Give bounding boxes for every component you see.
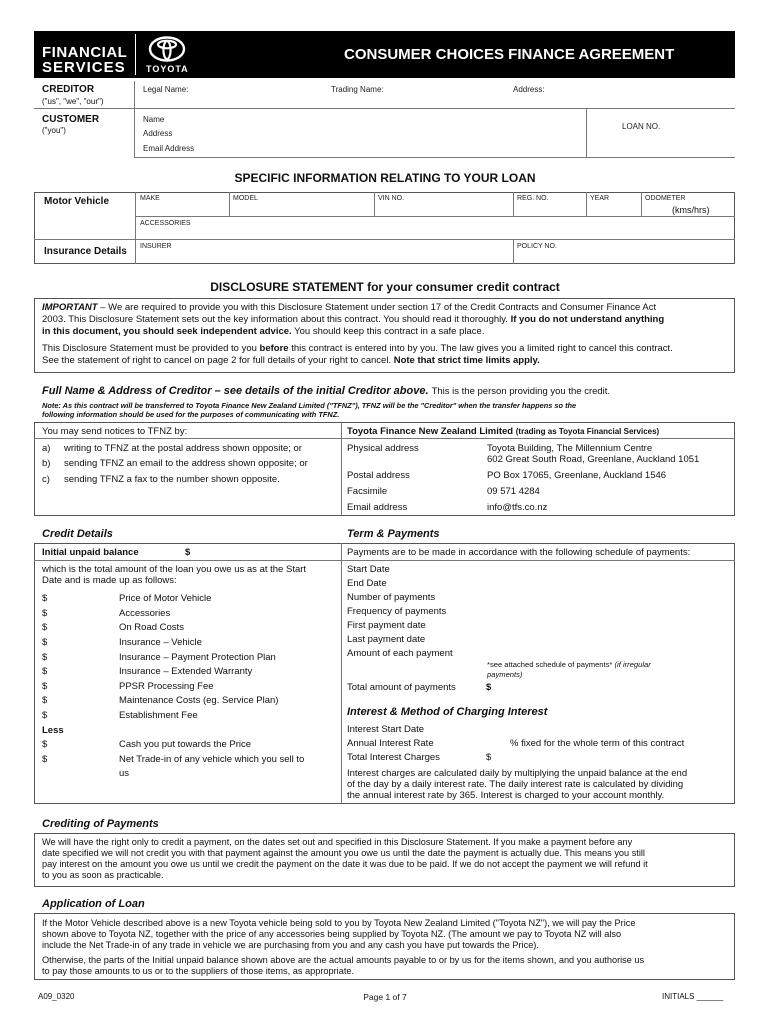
odometer-unit: (kms/hrs) xyxy=(672,205,710,215)
notice-a-key: a) xyxy=(42,443,51,454)
specific-info-title: SPECIFIC INFORMATION RELATING TO YOUR LOAN xyxy=(234,171,536,185)
credit-intro-1: which is the total amount of the loan you owe us as at the Start xyxy=(42,564,307,575)
vehicle-col-2 xyxy=(229,192,230,216)
notice-c-key: c) xyxy=(42,474,50,485)
credit-intro-2: Date and is made up as follows: xyxy=(42,575,177,586)
divider-customer xyxy=(134,157,735,158)
divider-creditor xyxy=(34,108,735,109)
application-l1: If the Motor Vehicle described above is a new Toyota vehicle being sold to you by Toyota New Zealand Limited ("Toyota NZ"), we will pay the Price xyxy=(42,918,636,928)
page-number: Page 1 of 7 xyxy=(363,992,407,1002)
disclosure-para-2-line-2 xyxy=(42,355,540,367)
schedule-note-2: payments) xyxy=(487,670,523,679)
notice-b-key: b) xyxy=(42,458,51,469)
term-item[interactable]: Start Date xyxy=(347,564,390,575)
physical-l1: Toyota Building, The Millennium Centre xyxy=(487,443,653,454)
term-item[interactable]: Last payment date xyxy=(347,634,426,645)
important-text-3a: in this document, you should seek independent advice. xyxy=(42,326,292,337)
vehicle-col-6 xyxy=(641,192,642,216)
creditor-details-heading xyxy=(42,385,610,397)
creditor-address-field[interactable]: Address: xyxy=(513,85,545,94)
interest-start-field[interactable]: Interest Start Date xyxy=(347,724,425,735)
p2-text-1c: this contract is entered into by you. The law gives you a limited right to cancel this contract. xyxy=(288,343,673,354)
interest-para-3: the annual interest rate by 365. Interest is charged to your account monthly. xyxy=(347,790,665,801)
important-text-2b: If you do not understand anything xyxy=(510,314,665,325)
less-item: Cash you put towards the Price xyxy=(119,739,252,750)
vehicle-box xyxy=(34,192,735,264)
policy-col xyxy=(513,239,514,264)
creditor-legal-name-field[interactable]: Legal Name: xyxy=(143,85,189,94)
credit-item: On Road Costs xyxy=(119,622,184,633)
credit-term-col xyxy=(341,543,342,804)
loan-box-left xyxy=(586,108,587,158)
term-item[interactable]: Amount of each payment xyxy=(347,648,453,659)
brand-services: SERVICES xyxy=(42,59,126,76)
term-item[interactable]: End Date xyxy=(347,578,387,589)
creditor-trading-name-field[interactable]: Trading Name: xyxy=(331,85,384,94)
tfnz-name-line xyxy=(347,426,659,438)
vehicle-col-1 xyxy=(135,192,136,264)
vehicle-row-2 xyxy=(34,239,735,240)
total-payments-field[interactable]: $ xyxy=(486,682,492,693)
credit-item: Insurance – Payment Protection Plan xyxy=(119,652,276,663)
important-label: IMPORTANT xyxy=(42,302,98,313)
credit-item: PPSR Processing Fee xyxy=(119,681,214,692)
toyota-wordmark: TOYOTA xyxy=(146,64,189,74)
important-line-3 xyxy=(42,326,484,338)
credit-item-sym[interactable]: $ xyxy=(42,622,48,633)
total-payments-label: Total amount of payments xyxy=(347,682,456,693)
insurance-details-label: Insurance Details xyxy=(44,246,127,257)
credit-item-sym[interactable]: $ xyxy=(42,681,48,692)
application-l3: include the Net Trade-in of any trade in vehicle we are purchasing from you and any cash you have put towards the Price). xyxy=(42,940,539,950)
initials-field[interactable]: INITIALS ______ xyxy=(662,992,724,1001)
crediting-l3: pay interest on the amount you owe us until we credit the payment on the date it was due to be paid. If we do not accept the payment we will refund it xyxy=(42,859,648,869)
physical-label: Physical address xyxy=(347,443,419,454)
interest-para-2: of the day by a daily interest rate. The daily interest rate is calculated by dividing xyxy=(347,779,684,790)
credit-item: Maintenance Costs (eg. Service Plan) xyxy=(119,695,279,706)
email-value[interactable]: info@tfs.co.nz xyxy=(487,502,548,513)
notices-intro: You may send notices to TFNZ by: xyxy=(42,426,188,437)
important-text-1: – We are required to provide you with this Disclosure Statement under section 17 of the Credit Contracts and Consumer Finance Act xyxy=(97,302,657,313)
toyota-logo-icon xyxy=(148,36,186,62)
crediting-l4: to you as soon as practicable. xyxy=(42,870,164,880)
term-item[interactable]: First payment date xyxy=(347,620,426,631)
customer-label: CUSTOMER xyxy=(42,114,100,125)
interest-rate-label: Annual Interest Rate xyxy=(347,738,434,749)
less-label: Less xyxy=(42,725,64,736)
vehicle-col-5 xyxy=(586,192,587,216)
make-field[interactable]: MAKE xyxy=(140,195,160,202)
crediting-l2: date specified we will not credit you with that payment against the amount you owe us until the date the payment is actually due. This means you still xyxy=(42,848,645,858)
postal-value: PO Box 17065, Greenlane, Auckland 1546 xyxy=(487,470,667,481)
interest-para-1: Interest charges are calculated daily by multiplying the unpaid balance at the end xyxy=(347,768,688,779)
customer-name-field[interactable]: Name xyxy=(143,115,165,124)
important-line-2 xyxy=(42,314,664,326)
interest-charges-field[interactable]: $ xyxy=(486,752,492,763)
loan-no-field[interactable]: LOAN NO. xyxy=(622,122,661,131)
customer-address-field[interactable]: Address xyxy=(143,129,173,138)
interest-charges-label: Total Interest Charges xyxy=(347,752,440,763)
credit-item-sym[interactable]: $ xyxy=(42,710,48,721)
odometer-field[interactable]: ODOMETER xyxy=(645,195,686,202)
less-item: Net Trade-in of any vehicle which you sell to xyxy=(119,754,305,765)
notice-a-text: writing to TFNZ at the postal address shown opposite; or xyxy=(64,443,302,454)
vehicle-row-1 xyxy=(135,216,735,217)
tfnz-name: Toyota Finance New Zealand Limited xyxy=(347,426,514,437)
important-line-1 xyxy=(42,302,656,314)
less-item-sym[interactable]: $ xyxy=(42,754,48,765)
credit-item: Establishment Fee xyxy=(119,710,198,721)
form-code: A09_0320 xyxy=(38,992,75,1001)
model-field[interactable]: MODEL xyxy=(233,195,258,202)
less-item-sym[interactable]: $ xyxy=(42,739,48,750)
application-l5: to pay those amounts to us or to the suppliers of those items, as appropriate. xyxy=(42,966,355,976)
fax-label: Facsimile xyxy=(347,486,388,497)
crediting-heading: Crediting of Payments xyxy=(42,818,159,830)
initial-balance-label: Initial unpaid balance xyxy=(42,547,139,558)
year-field[interactable]: YEAR xyxy=(590,195,610,202)
less-item-tail: us xyxy=(119,768,130,779)
accessories-field[interactable]: ACCESSORIES xyxy=(140,220,191,227)
header-divider xyxy=(135,34,136,75)
credit-item-sym[interactable]: $ xyxy=(42,666,48,677)
credit-item-sym[interactable]: $ xyxy=(42,695,48,706)
fax-value: 09 571 4284 xyxy=(487,486,540,497)
reg-field[interactable]: REG. NO. xyxy=(517,195,549,202)
credit-item: Insurance – Vehicle xyxy=(119,637,202,648)
important-text-3b: You should keep this contract in a safe place. xyxy=(291,326,485,337)
p2-text-2a: See the statement of right to cancel on page 2 for full details of your right to cancel. xyxy=(42,355,394,366)
email-label: Email address xyxy=(347,502,408,513)
creditor-label: CREDITOR xyxy=(42,84,95,95)
term-payments-heading: Term & Payments xyxy=(347,528,440,540)
term-item[interactable]: Number of payments xyxy=(347,592,436,603)
term-intro: Payments are to be made in accordance with the following schedule of payments: xyxy=(347,547,691,558)
creditor-details-heading-text: Full Name & Address of Creditor – see details of the initial Creditor above. xyxy=(42,385,429,397)
tfnz-note-1: Note: As this contract will be transferred to Toyota Finance New Zealand Limited ("TFNZ"), TFNZ will be the "Creditor" when the transfer happens so the xyxy=(42,401,577,410)
notices-col xyxy=(341,422,342,516)
policy-no-field[interactable]: POLICY NO. xyxy=(517,243,557,250)
tfnz-trading: (trading as Toyota Financial Services) xyxy=(515,427,660,436)
credit-item: Insurance – Extended Warranty xyxy=(119,666,253,677)
notices-row xyxy=(34,438,735,439)
credit-item-sym[interactable]: $ xyxy=(42,637,48,648)
schedule-note-italic: (if irregular xyxy=(614,660,651,669)
motor-vehicle-label: Motor Vehicle xyxy=(44,196,110,207)
p2-text-1a: This Disclosure Statement must be provided to you xyxy=(42,343,260,354)
creditor-sub: ("us", "we", "our") xyxy=(42,97,104,106)
physical-l2: 602 Great South Road, Greenlane, Auckland 1051 xyxy=(487,454,700,465)
vehicle-col-4 xyxy=(513,192,514,216)
disclosure-para-2-line-1 xyxy=(42,343,673,355)
customer-sub: ("you") xyxy=(42,126,66,135)
vehicle-col-3 xyxy=(374,192,375,216)
notice-b-text: sending TFNZ an email to the address shown opposite; or xyxy=(64,458,308,469)
tfnz-note-2: following information should be used for the purposes of communicating with TFNZ. xyxy=(42,410,340,419)
credit-term-row xyxy=(34,560,735,561)
credit-item-sym[interactable]: $ xyxy=(42,593,48,604)
schedule-note xyxy=(487,660,651,670)
credit-item: Price of Motor Vehicle xyxy=(119,593,212,604)
important-text-2a: 2003. This Disclosure Statement sets out the key information about this contract. You should read it thoroughly. xyxy=(42,314,511,325)
creditor-details-heading-tail: This is the person providing you the credit. xyxy=(431,386,611,397)
application-heading: Application of Loan xyxy=(42,898,145,910)
customer-email-field[interactable]: Email Address xyxy=(143,144,195,153)
page-title: CONSUMER CHOICES FINANCE AGREEMENT xyxy=(344,46,675,63)
interest-heading: Interest & Method of Charging Interest xyxy=(347,706,548,718)
postal-label: Postal address xyxy=(347,470,410,481)
interest-rate-field[interactable]: % fixed for the whole term of this contract xyxy=(510,738,685,749)
schedule-note-text: *see attached schedule of payments* xyxy=(487,660,613,669)
application-l4: Otherwise, the parts of the Initial unpaid balance shown above are the actual amounts payable to or by us for the items shown, and you authorise us xyxy=(42,955,645,965)
application-l2: shown above to Toyota NZ, together with the price of any accessories being supplied by Toyota NZ. (The amount we pay to Toyota NZ will also xyxy=(42,929,622,939)
insurer-field[interactable]: INSURER xyxy=(140,243,172,250)
credit-item-sym[interactable]: $ xyxy=(42,608,48,619)
crediting-l1: We will have the right only to credit a payment, on the dates set out and specified in this Disclosure Statement. If you make a payment before any xyxy=(42,837,633,847)
credit-item-sym[interactable]: $ xyxy=(42,652,48,663)
brand-financial: FINANCIAL xyxy=(42,44,128,61)
disclosure-title: DISCLOSURE STATEMENT for your consumer credit contract xyxy=(210,280,560,294)
term-item[interactable]: Frequency of payments xyxy=(347,606,447,617)
credit-item: Accessories xyxy=(119,608,171,619)
credit-details-heading: Credit Details xyxy=(42,528,113,540)
vin-field[interactable]: VIN NO. xyxy=(378,195,405,202)
p2-text-2b: Note that strict time limits apply. xyxy=(393,355,540,366)
p2-text-1b: before xyxy=(259,343,289,354)
creditor-box-left xyxy=(134,81,135,158)
initial-balance-field[interactable]: $ xyxy=(185,547,191,558)
notice-c-text: sending TFNZ a fax to the number shown opposite. xyxy=(64,474,280,485)
